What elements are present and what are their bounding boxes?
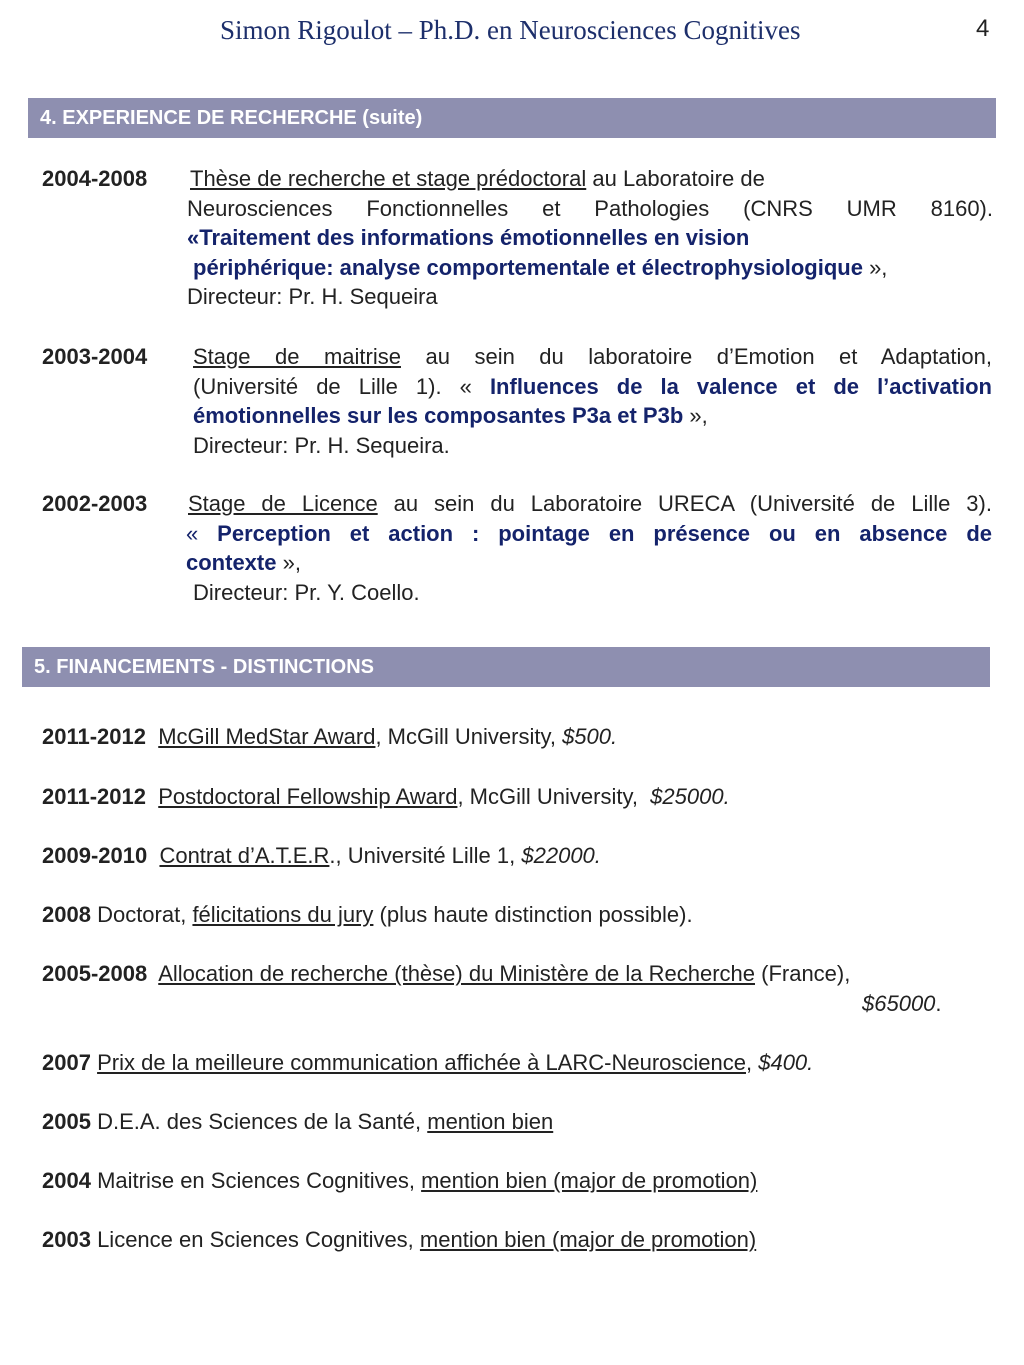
entry-text: », bbox=[276, 550, 301, 575]
entry-text: », bbox=[683, 403, 708, 428]
entry-text: », bbox=[862, 254, 888, 280]
item-text: D.E.A. des Sciences de la Santé, bbox=[90, 1109, 428, 1134]
entry-years: 2004-2008 bbox=[42, 166, 148, 191]
funding-item bbox=[42, 1168, 757, 1194]
entry-project-title: contexte bbox=[186, 550, 277, 575]
item-amount: $25000. bbox=[650, 784, 730, 809]
item-link[interactable]: mention bien (major de promotion) bbox=[421, 1168, 758, 1193]
section-title: 4. EXPERIENCE DE RECHERCHE (suite) bbox=[40, 106, 423, 129]
section-heading-experience bbox=[28, 98, 996, 138]
item-text: (plus haute distinction possible). bbox=[373, 902, 693, 927]
funding-item bbox=[42, 1227, 756, 1253]
item-year: 2008 bbox=[42, 902, 91, 927]
entry-project-title: Influences de la valence et de l’activation bbox=[489, 373, 992, 399]
item-link[interactable]: mention bien (major de promotion) bbox=[419, 1227, 757, 1252]
entry-title-link[interactable]: Stage de maitrise bbox=[193, 344, 401, 369]
entry-text: au sein du laboratoire d’Emotion et Adaptation, bbox=[400, 344, 993, 369]
entry-title-link[interactable]: Stage de Licence bbox=[188, 491, 378, 516]
item-year: 2005-2008 bbox=[42, 961, 148, 986]
item-amount: $22000. bbox=[521, 843, 601, 868]
entry-text: au Laboratoire de bbox=[586, 166, 765, 191]
funding-item bbox=[42, 961, 850, 987]
funding-item bbox=[42, 843, 601, 869]
funding-item-amount-line bbox=[862, 991, 942, 1017]
item-link[interactable]: Prix de la meilleure communication affichée à LARC-Neuroscience bbox=[97, 1050, 746, 1075]
item-text: , bbox=[745, 1050, 759, 1075]
entry-body bbox=[187, 164, 993, 312]
entry-text: Neurosciences Fonctionnelles et Pathologies (CNRS UMR 8160). bbox=[187, 195, 993, 221]
funding-item bbox=[42, 784, 730, 810]
entry-years: 2003-2004 bbox=[42, 344, 148, 369]
funding-item bbox=[42, 1050, 813, 1076]
item-year: 2003 bbox=[42, 1227, 91, 1252]
funding-item bbox=[42, 902, 693, 928]
item-link[interactable]: félicitations du jury bbox=[192, 902, 374, 927]
funding-item bbox=[42, 1109, 553, 1135]
entry-body bbox=[193, 342, 992, 460]
entry-text: au sein du Laboratoire URECA (Université de Lille 3). bbox=[377, 491, 992, 516]
item-year: 2011-2012 bbox=[42, 724, 146, 749]
item-link[interactable]: Postdoctoral Fellowship Award bbox=[158, 784, 458, 809]
entry-thesis-title: périphérique: analyse comportementale et électrophysiologique bbox=[193, 254, 863, 280]
item-text: . bbox=[935, 991, 942, 1016]
item-link[interactable]: Contrat d’A.T.E.R bbox=[159, 843, 330, 868]
item-year: 2005 bbox=[42, 1109, 91, 1134]
item-text: ., Université Lille 1, bbox=[329, 843, 522, 868]
entry-project-title: Perception et action : pointage en présence ou en absence de bbox=[217, 520, 992, 546]
item-text: Licence en Sciences Cognitives, bbox=[90, 1227, 420, 1252]
entry-director: Directeur: Pr. H. Sequeira. bbox=[193, 432, 450, 458]
document-header-title: Simon Rigoulot – Ph.D. en Neurosciences Cognitives bbox=[220, 15, 801, 45]
item-year: 2009-2010 bbox=[42, 843, 148, 868]
item-link[interactable]: McGill MedStar Award bbox=[158, 724, 376, 749]
item-link[interactable]: Allocation de recherche (thèse) du Ministère de la Recherche bbox=[158, 961, 755, 986]
item-text: , McGill University, bbox=[457, 784, 651, 809]
item-text: Doctorat, bbox=[90, 902, 193, 927]
entry-thesis-title: Traitement des informations émotionnelles en vision bbox=[199, 225, 750, 250]
entry-years: 2002-2003 bbox=[42, 491, 148, 516]
entry-project-title: émotionnelles sur les composantes P3a et P3b bbox=[193, 403, 684, 428]
entry-body bbox=[186, 489, 992, 607]
item-amount: $500. bbox=[562, 724, 618, 749]
item-text: Maitrise en Sciences Cognitives, bbox=[90, 1168, 422, 1193]
entry-title-link[interactable]: Thèse de recherche et stage prédoctoral bbox=[190, 166, 587, 191]
section-heading-funding bbox=[22, 647, 990, 687]
item-year: 2007 bbox=[42, 1050, 91, 1075]
item-amount: $65000 bbox=[862, 991, 936, 1016]
entry-director: Directeur: Pr. H. Sequeira bbox=[187, 284, 438, 309]
item-year: 2011-2012 bbox=[42, 784, 146, 809]
entry-text: (Université de Lille 1). « bbox=[193, 373, 490, 399]
item-text: (France), bbox=[755, 961, 851, 986]
quote-mark: « bbox=[187, 225, 200, 250]
entry-director: Directeur: Pr. Y. Coello. bbox=[193, 579, 420, 605]
page-number: 4 bbox=[976, 15, 990, 42]
item-text: , McGill University, bbox=[375, 724, 563, 749]
item-link[interactable]: mention bien bbox=[427, 1109, 554, 1134]
quote-mark: « bbox=[186, 520, 218, 546]
item-amount: $400. bbox=[758, 1050, 814, 1075]
funding-item bbox=[42, 724, 617, 750]
item-year: 2004 bbox=[42, 1168, 91, 1193]
section-title: 5. FINANCEMENTS - DISTINCTIONS bbox=[34, 655, 375, 678]
